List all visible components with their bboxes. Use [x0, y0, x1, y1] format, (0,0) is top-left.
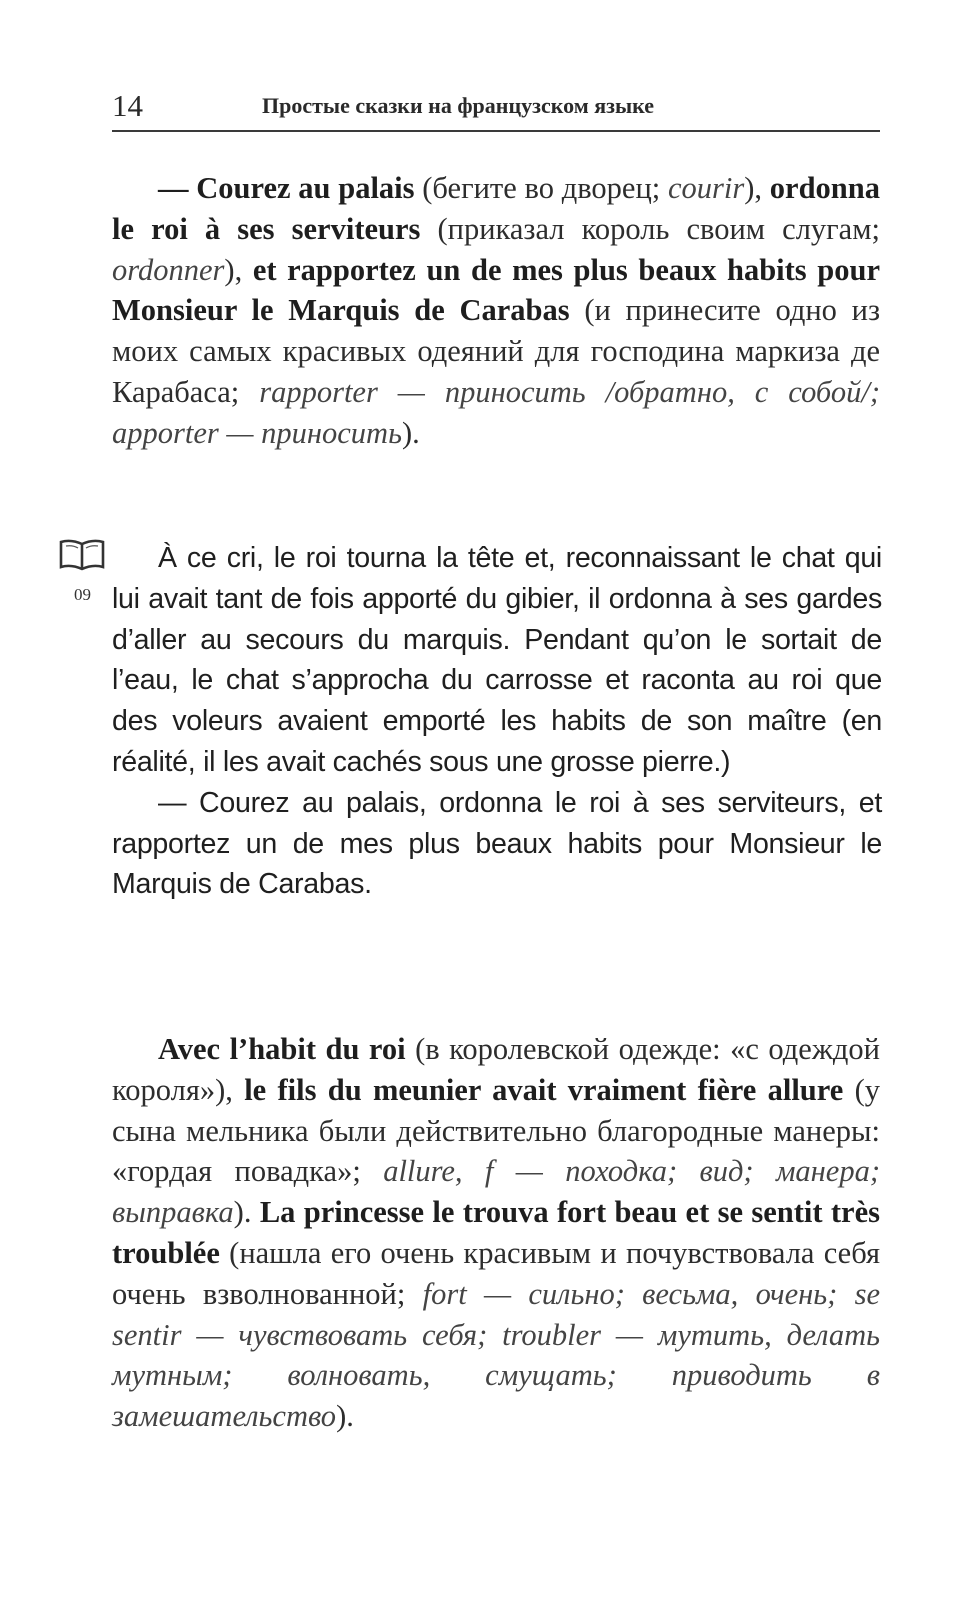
- punctuation: ).: [401, 415, 420, 450]
- translation: (нашла его очень красивым и почувствовала себя очень взволнованной;: [112, 1235, 880, 1311]
- audio-track-number: 09: [74, 585, 91, 604]
- translation: (бегите во дворец;: [414, 171, 669, 205]
- book-audio-icon[interactable]: [58, 536, 106, 572]
- running-title: Простые сказки на французском языке: [262, 93, 655, 118]
- punctuation: ).: [336, 1399, 354, 1434]
- translation: (у сына мельника были действительно благородные манеры: «гордая повадка»;: [112, 1072, 880, 1189]
- commentary-paragraph-2: [112, 1029, 880, 1437]
- gloss: allure, f — походка; вид; манера; выправка: [112, 1154, 880, 1230]
- french-phrase: La princesse le trouva fort beau et se sentit très troublée: [112, 1195, 880, 1270]
- punctuation: ).: [233, 1195, 260, 1230]
- gloss: ordonner: [112, 252, 225, 287]
- french-phrase: le fils du meunier avait vraiment fière allure: [244, 1072, 844, 1107]
- french-phrase: ordonna le roi à ses serviteurs: [112, 171, 880, 246]
- gloss: rapporter — приносить /обратно, с собой/; apporter — приносить: [112, 374, 880, 450]
- french-phrase: — Courez au palais: [158, 171, 415, 205]
- running-header: [112, 86, 880, 132]
- french-paragraph: [112, 783, 882, 905]
- page-number: 14: [112, 88, 143, 123]
- translation: (в королевской одежде: «с одеждой короля»),: [112, 1032, 880, 1107]
- gloss: courir: [668, 171, 745, 205]
- french-text-block: [112, 538, 882, 905]
- french-paragraph-text: — Courez au palais, ordonna le roi à ses serviteurs, et rapportez un de mes plus beaux habits pour Monsieur le Marquis de Carabas.: [112, 786, 882, 901]
- commentary-paragraph-1: [112, 168, 880, 454]
- french-phrase: et rapportez un de mes plus beaux habits pour Monsieur le Marquis de Carabas: [112, 252, 880, 328]
- translation: (приказал король своим слугам;: [420, 211, 880, 246]
- french-phrase: Avec l’habit du roi: [158, 1032, 406, 1066]
- punctuation: ),: [224, 252, 253, 287]
- gloss: fort — сильно; весьма, очень; se sentir — чувствовать себя; troubler — мутить, делать мутным; волновать, смущать; приводить в замешательство: [112, 1276, 880, 1434]
- punctuation: ),: [744, 171, 770, 205]
- french-paragraph-text: À ce cri, le roi tourna la tête et, reconnaissant le chat qui lui avait tant de fois apporté du gibier, il ordonna à ses gardes d’aller au secours du marquis. Pendant qu’on le sortait de l’eau, le chat s’approcha du carrosse et raconta au roi que des voleurs avaient emporté les habits de son maître (en réalité, il les avait cachés sous une grosse pierre.): [112, 542, 882, 778]
- translation: (и принесите одно из моих самых красивых одеяний для господина маркиза де Карабаса;: [112, 293, 880, 409]
- french-paragraph: [112, 538, 882, 783]
